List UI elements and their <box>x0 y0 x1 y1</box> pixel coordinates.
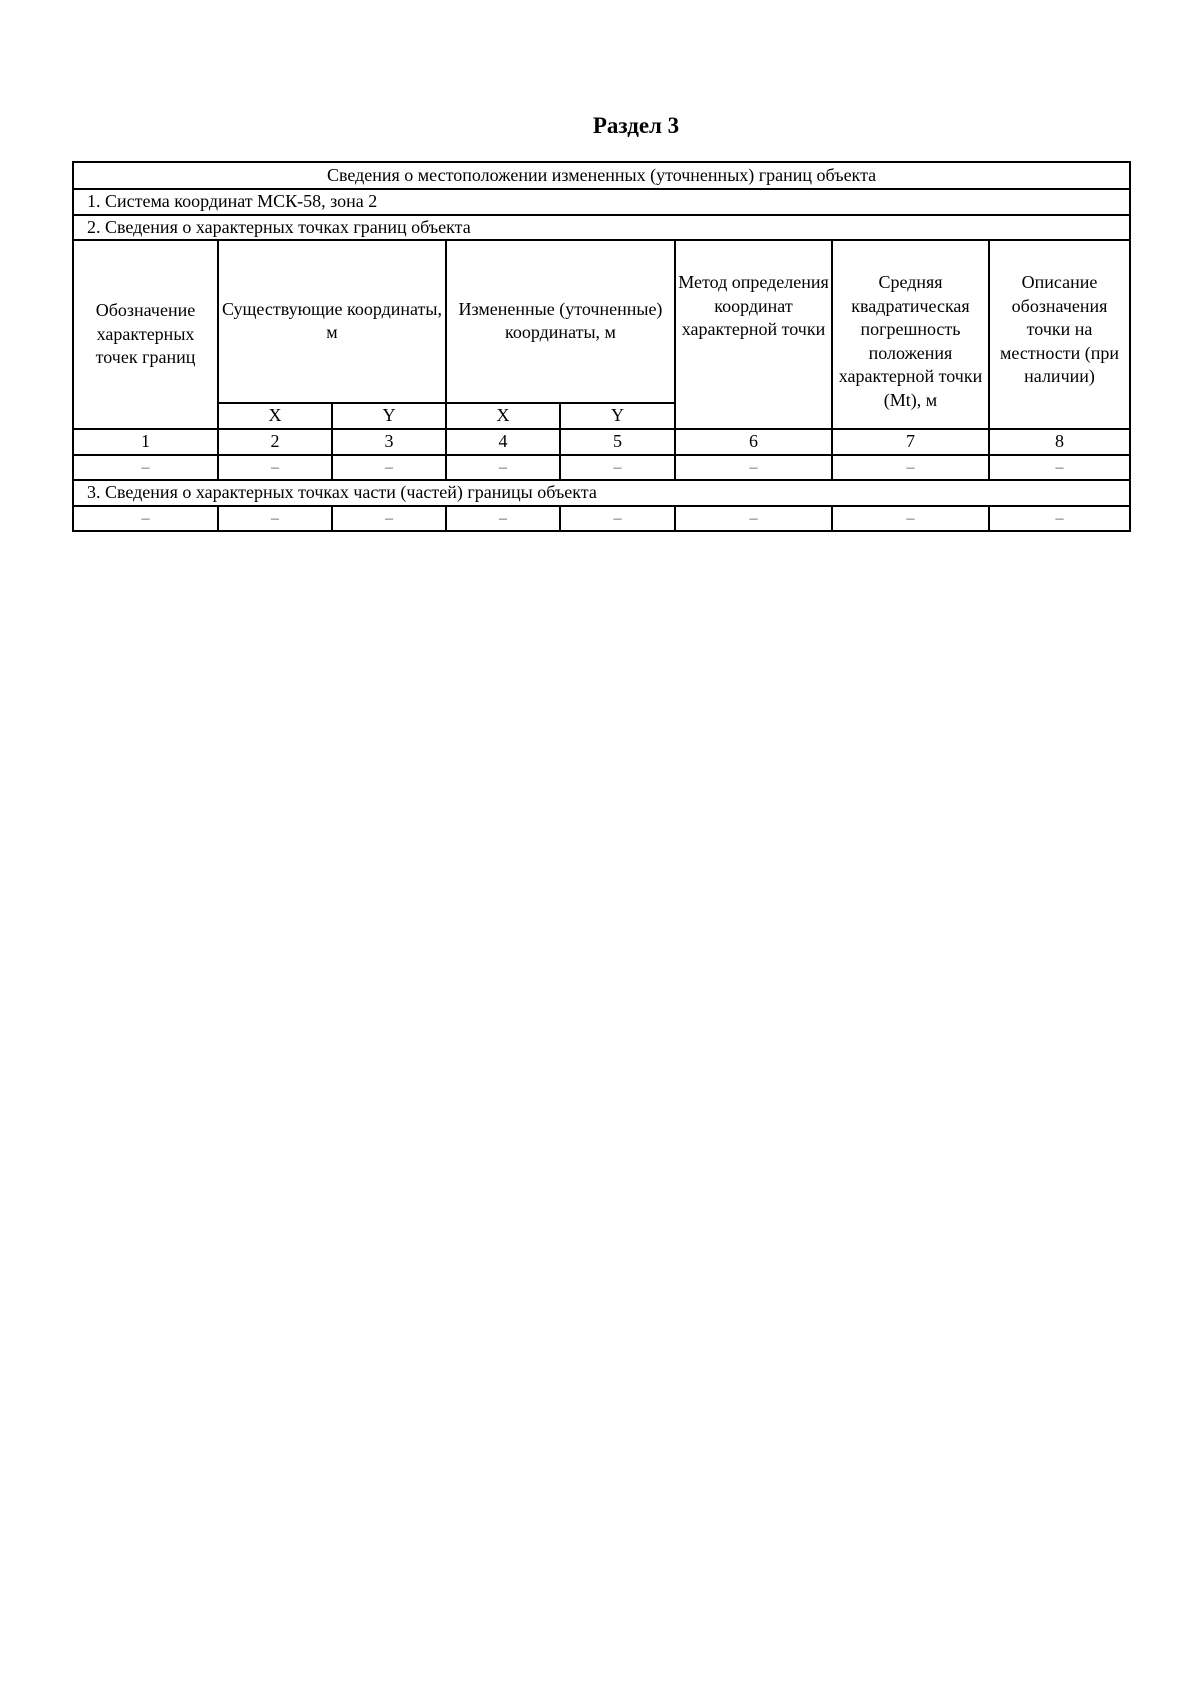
column-number: 3 <box>332 429 446 455</box>
empty-cell: – <box>332 506 446 532</box>
column-number: 1 <box>73 429 218 455</box>
column-number: 5 <box>560 429 675 455</box>
empty-cell: – <box>73 455 218 481</box>
column-number: 6 <box>675 429 832 455</box>
table-row <box>73 506 1130 532</box>
header-description: Описание обозначения точки на местности (при наличии) <box>989 240 1130 429</box>
empty-cell: – <box>218 455 332 481</box>
header-changed-y: Y <box>560 403 675 429</box>
boundary-points-table <box>72 161 1131 532</box>
column-number: 2 <box>218 429 332 455</box>
empty-cell: – <box>560 455 675 481</box>
empty-cell: – <box>218 506 332 532</box>
section-title: Раздел 3 <box>592 113 680 138</box>
empty-cell: – <box>446 455 560 481</box>
header-changed-x: X <box>446 403 560 429</box>
header-method: Метод определения координат характерной точки <box>675 240 832 429</box>
table-title: Сведения о местоположении измененных (уточненных) границ объекта <box>73 162 1130 189</box>
header-error: Средняя квадратическая погрешность положения характерной точки (Mt), м <box>832 240 989 429</box>
header-existing-y: Y <box>332 403 446 429</box>
header-changed-coords: Измененные (уточненные) координаты, м <box>446 240 675 403</box>
empty-cell: – <box>560 506 675 532</box>
section2-title-row: 2. Сведения о характерных точках границ объекта <box>73 215 1130 241</box>
column-number: 8 <box>989 429 1130 455</box>
empty-cell: – <box>332 455 446 481</box>
empty-cell: – <box>73 506 218 532</box>
empty-cell: – <box>832 506 989 532</box>
empty-cell: – <box>675 506 832 532</box>
empty-cell: – <box>675 455 832 481</box>
header-existing-x: X <box>218 403 332 429</box>
empty-cell: – <box>446 506 560 532</box>
column-number: 4 <box>446 429 560 455</box>
coordinate-system-row: 1. Система координат МСК-58, зона 2 <box>73 189 1130 215</box>
header-existing-coords: Существующие координаты, м <box>218 240 446 403</box>
column-number-row <box>73 429 1130 455</box>
column-number: 7 <box>832 429 989 455</box>
empty-cell: – <box>989 455 1130 481</box>
section3-title-row: 3. Сведения о характерных точках части (частей) границы объекта <box>73 480 1130 506</box>
table-row <box>73 455 1130 481</box>
empty-cell: – <box>989 506 1130 532</box>
header-designation: Обозначение характерных точек границ <box>73 240 218 429</box>
empty-cell: – <box>832 455 989 481</box>
